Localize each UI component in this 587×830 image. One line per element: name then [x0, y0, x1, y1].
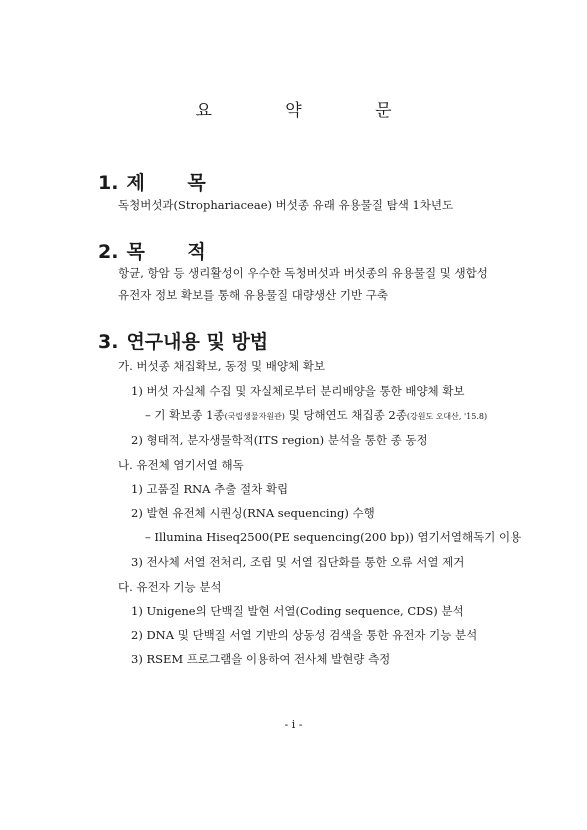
item-na-2-sub: – Illumina Hiseq2500(PE sequencing(200 bp)) 염기서열해독기 이용 [145, 530, 522, 544]
item-text: 및 당해연도 채집종 2종 [284, 408, 407, 422]
item-na-3: 3) 전사체 서열 전처리, 조립 및 서열 집단화를 통한 오류 서열 제거 [131, 555, 465, 569]
page-number: - i - [284, 718, 303, 731]
item-da-2: 2) DNA 및 단백질 서열 기반의 상동성 검색을 통한 유전자 기능 분석 [131, 628, 478, 642]
item-ga-2: 2) 형태적, 분자생물학적(ITS region) 분석을 통한 종 동정 [131, 433, 428, 447]
section-number: 3. [98, 331, 119, 353]
section-heading-3 [98, 327, 268, 354]
item-na: 나. 유전체 염기서열 해독 [118, 458, 244, 472]
item-ga: 가. 버섯종 채집확보, 동정 및 배양체 확보 [118, 359, 325, 373]
document-title: 요 약 문 [195, 101, 426, 121]
section-heading-2 [98, 237, 224, 264]
item-da-3: 3) RSEM 프로그램을 이용하여 전사체 발현량 측정 [131, 652, 391, 666]
section-title: 목 적 [126, 241, 224, 263]
item-na-1: 1) 고품질 RNA 추출 절차 확립 [131, 482, 289, 496]
section-number: 1. [98, 172, 119, 194]
item-na-2: 2) 발현 유전체 시퀀싱(RNA sequencing) 수행 [131, 506, 375, 520]
item-ga-1: 1) 버섯 자실체 수집 및 자실체로부터 분리배양을 통한 배양체 확보 [131, 384, 465, 398]
section-number: 2. [98, 241, 119, 263]
section-2-body-line-2: 유전자 정보 확보를 통해 유용물질 대량생산 기반 구축 [118, 288, 388, 302]
item-note: (국립생물자원관) [224, 412, 285, 421]
item-da-1: 1) Unigene의 단백질 발현 서열(Coding sequence, CDS) 분석 [131, 604, 464, 618]
section-title: 연구내용 및 방법 [126, 331, 269, 353]
item-text: – 기 확보종 1종 [145, 408, 225, 422]
item-ga-1-sub [145, 404, 487, 428]
item-da: 다. 유전자 기능 분석 [118, 580, 222, 594]
item-note: (강원도 오대산, '15.8) [406, 412, 488, 421]
section-heading-1 [98, 168, 224, 195]
section-title: 제 목 [126, 172, 224, 194]
section-2-body-line-1: 항균, 항암 등 생리활성이 우수한 독청버섯과 버섯종의 유용물질 및 생합성 [118, 266, 488, 280]
section-1-body: 독청버섯과(Strophariaceae) 버섯종 유래 유용물질 탐색 1차년도 [118, 198, 454, 212]
